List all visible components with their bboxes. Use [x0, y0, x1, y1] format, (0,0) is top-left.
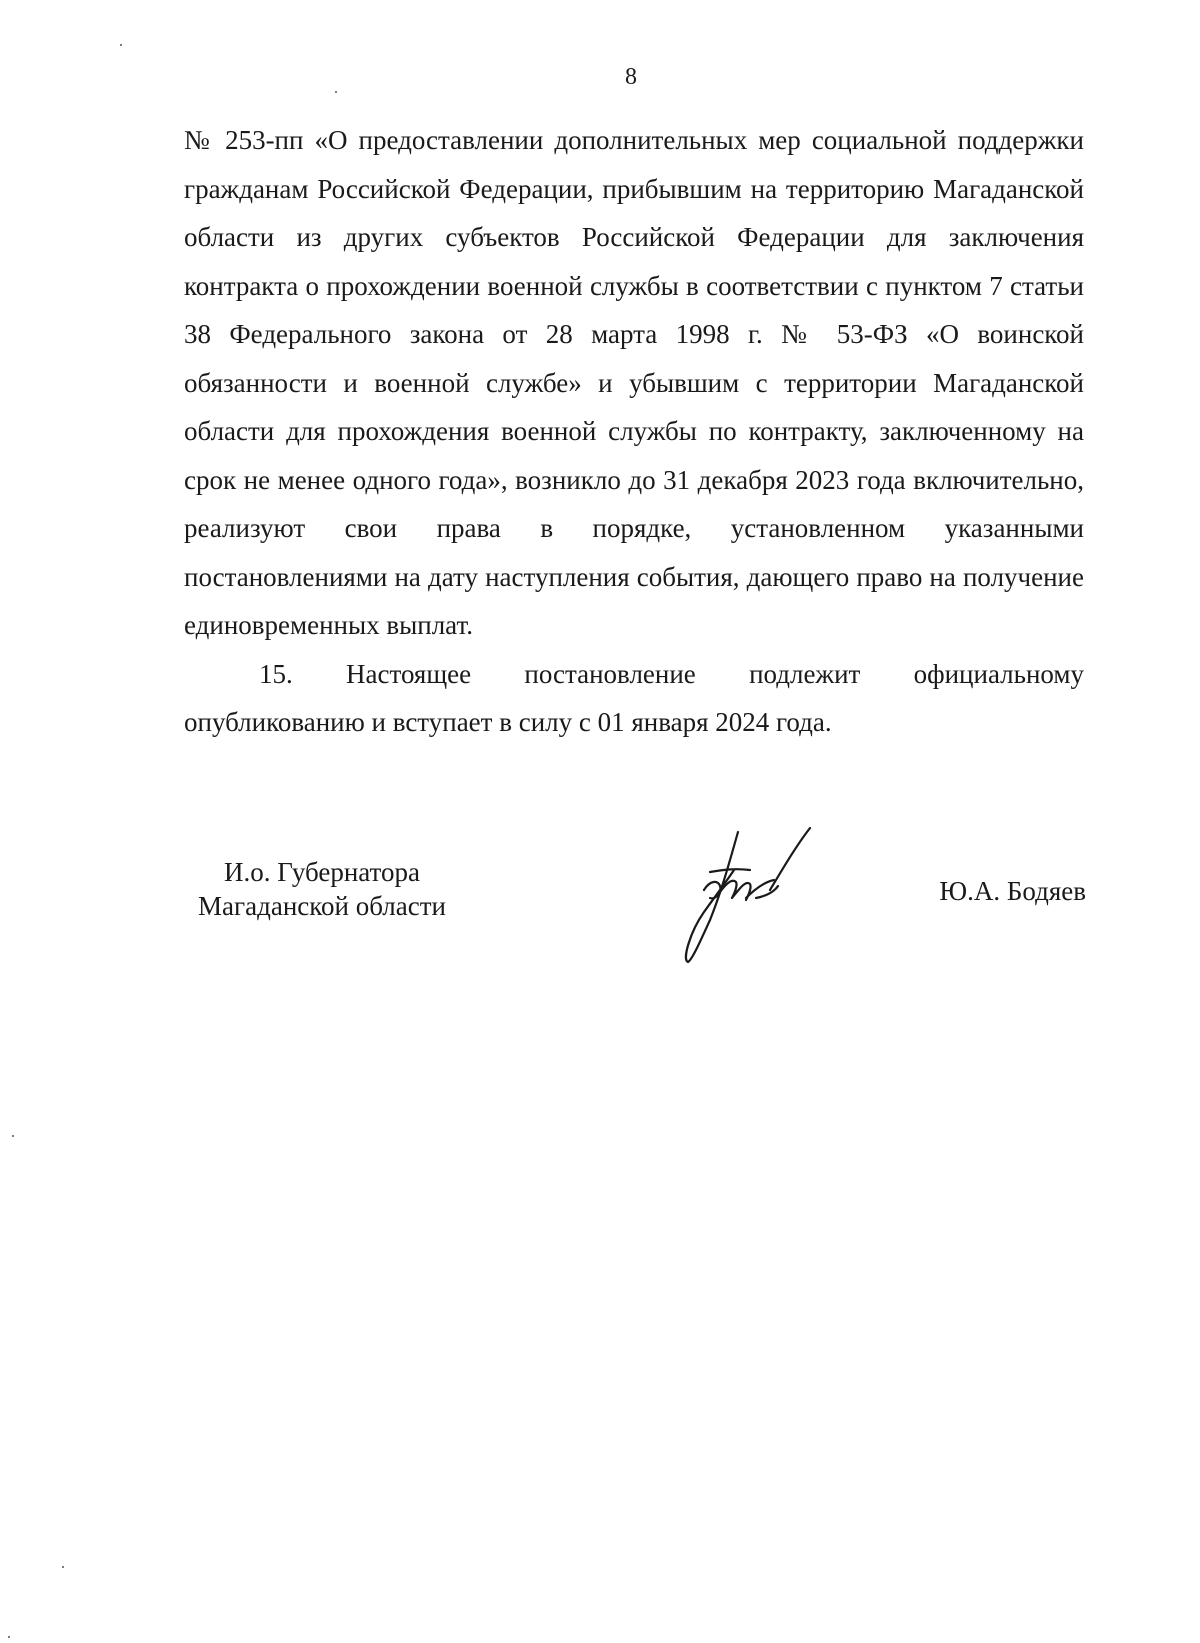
signatory-name: Ю.А. Бодяев — [939, 876, 1086, 906]
paragraph-continuation: № 253-пп «О предоставлении дополнительных мер социальной поддержки гражданам Российской Федерации, прибывшим на территорию Магаданской области из других субъектов Российской Федерации для заключения контракта о прохождении военной службы в соответствии с пунктом 7 статьи 38 Федерального закона от 28 марта 1998 г. № 53-ФЗ «О воинской обязанности и военной службе» и убывшим с территории Магаданской области для прохождения военной службы по контракту, заключенному на срок не менее одного года», возникло до 31 декабря 2023 года включительно, реализуют свои права в порядке, установленном указанными постановлениями на дату наступления события, дающего право на получение единовременных выплат. — [184, 125, 1084, 640]
scan-speck — [62, 1566, 64, 1568]
signatory-position-line2: Магаданской области — [198, 891, 446, 921]
page-number: 8 — [625, 64, 637, 90]
signatory-position-line1: И.о. Губернатора — [223, 857, 420, 887]
signatory-position — [185, 855, 459, 923]
scan-speck — [335, 91, 337, 93]
scan-speck — [12, 1135, 14, 1137]
handwritten-signature — [670, 820, 840, 965]
scan-speck — [120, 44, 122, 46]
paragraph-15: 15. Настоящее постановление подлежит официальному опубликованию и вступает в силу с 01 января 2024 года. — [184, 658, 1084, 737]
document-body — [184, 116, 1084, 747]
scan-speck — [8, 1636, 10, 1638]
